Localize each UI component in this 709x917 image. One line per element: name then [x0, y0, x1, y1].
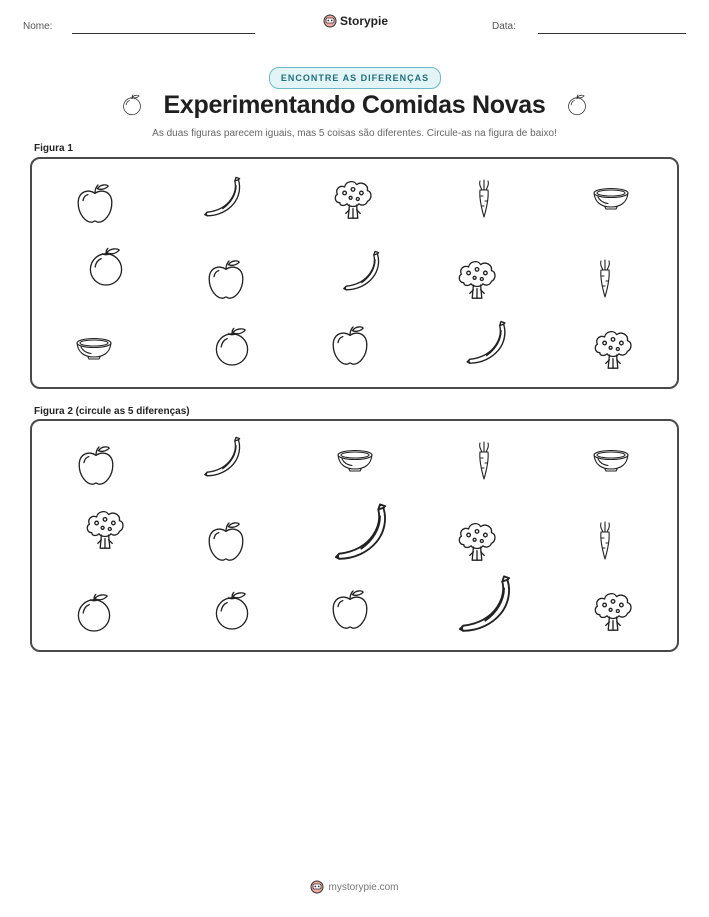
banana-icon — [337, 249, 389, 297]
apple-icon — [202, 255, 250, 303]
date-label: Data: — [492, 21, 516, 32]
bowl-icon[interactable] — [328, 439, 382, 479]
banana-icon — [462, 319, 514, 371]
date-line[interactable] — [538, 33, 686, 34]
banana-icon[interactable] — [452, 573, 522, 641]
orange-icon — [208, 323, 256, 371]
banana-icon[interactable] — [198, 435, 250, 483]
carrot-icon[interactable] — [585, 517, 625, 565]
carrot-icon — [464, 175, 504, 223]
carrot-icon — [585, 255, 625, 303]
carrot-icon[interactable] — [464, 437, 504, 485]
broccoli-icon — [328, 175, 378, 223]
brand-name: Storypie — [340, 14, 389, 28]
instructions: As duas figuras parecem iguais, mas 5 coisas são diferentes. Circule-as na figura de baixo! — [152, 128, 557, 139]
figure1-label: Figura 1 — [34, 143, 73, 154]
footer — [0, 880, 709, 894]
broccoli-icon — [452, 255, 502, 303]
storypie-mascot-icon — [323, 14, 337, 28]
banana-icon — [198, 175, 250, 223]
name-line[interactable] — [72, 33, 255, 34]
bowl-icon — [70, 327, 118, 367]
storypie-mascot-icon — [310, 880, 324, 894]
broccoli-icon[interactable] — [588, 587, 638, 635]
orange-icon-right — [564, 92, 590, 118]
bowl-icon — [584, 177, 638, 217]
activity-badge: ENCONTRE AS DIFERENÇAS — [269, 67, 441, 89]
broccoli-icon[interactable] — [452, 517, 502, 565]
page-title: Experimentando Comidas Novas — [163, 91, 546, 119]
broccoli-icon[interactable] — [80, 505, 130, 553]
apple-icon — [326, 321, 374, 369]
apple-icon[interactable] — [202, 517, 250, 565]
orange-icon — [82, 243, 130, 291]
figure1-panel — [30, 157, 679, 389]
bowl-icon[interactable] — [584, 439, 638, 479]
banana-icon[interactable] — [328, 501, 398, 569]
apple-icon[interactable] — [326, 585, 374, 633]
figure2-label: Figura 2 (circule as 5 diferenças) — [34, 406, 190, 417]
apple-icon — [71, 179, 119, 227]
storypie-logo — [323, 14, 388, 28]
name-label: Nome: — [23, 21, 53, 32]
orange-icon[interactable] — [70, 589, 118, 637]
footer-url[interactable]: mystorypie.com — [328, 881, 399, 893]
orange-icon[interactable] — [208, 587, 256, 635]
broccoli-icon — [588, 325, 638, 373]
apple-icon[interactable] — [72, 441, 120, 489]
figure2-panel[interactable] — [30, 419, 679, 652]
